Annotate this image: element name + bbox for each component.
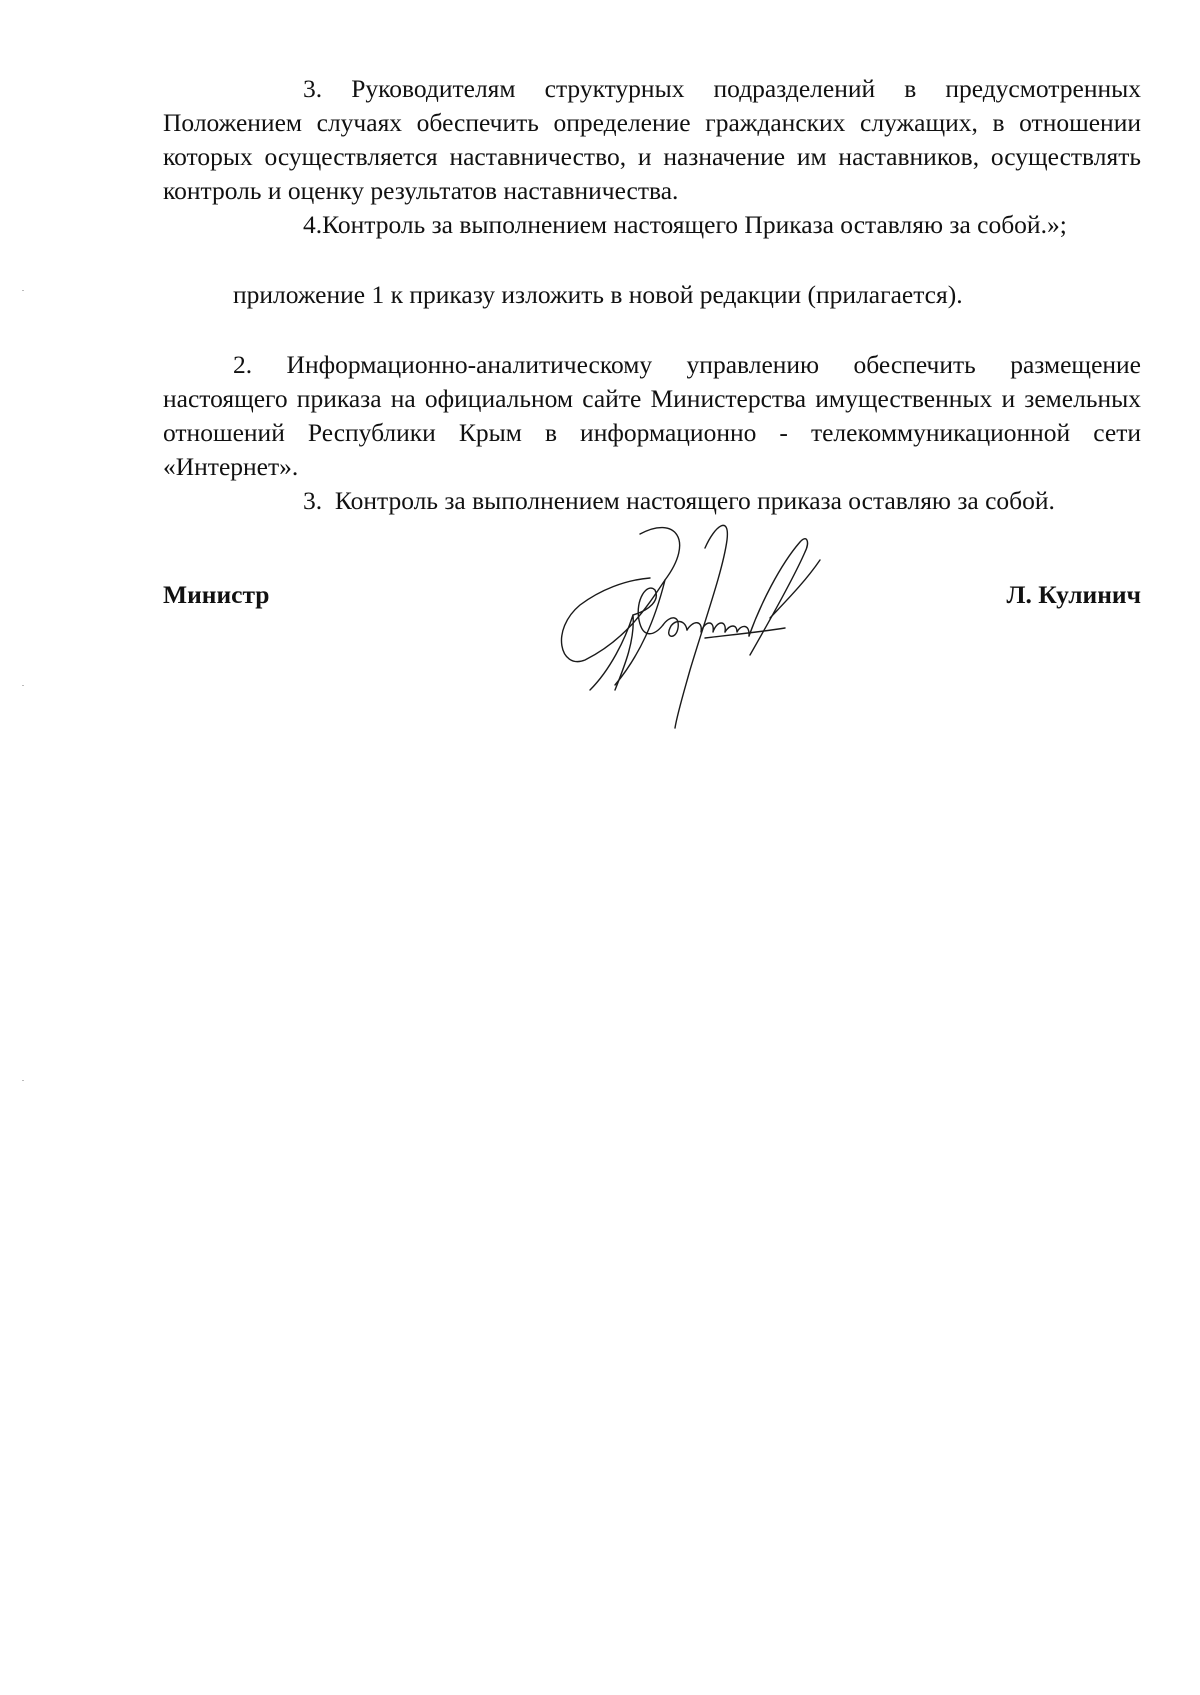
point-3-number: 3. bbox=[303, 486, 323, 515]
paragraph-item-3 bbox=[163, 72, 1141, 208]
position-title: Министр bbox=[163, 580, 270, 609]
paragraph-spacer bbox=[163, 242, 1141, 278]
scan-margin-mark bbox=[22, 1080, 24, 1081]
document-body bbox=[163, 72, 1141, 518]
item-4-number: 4. bbox=[303, 210, 323, 239]
item-3-text: Руководителям структурных подразделений в предусмотренных Положением случаях обеспечить определение гражданских служащих, в отношении которых осуществляется наставничество, и назначение им наставников, осуществлять контроль и оценку результатов наставничества. bbox=[163, 74, 1142, 205]
point-3-text: Контроль за выполнением настоящего приказа оставляю за собой. bbox=[334, 486, 1055, 515]
item-3-number: 3. bbox=[303, 74, 323, 103]
paragraph-spacer bbox=[163, 312, 1141, 348]
signatory-name: Л. Кулинич bbox=[1006, 580, 1141, 609]
paragraph-point-2 bbox=[163, 348, 1141, 484]
handwritten-signature bbox=[555, 520, 865, 730]
point-2-text: 2. Информационно-аналитическому управлению обеспечить размещение настоящего приказа на официальном сайте Министерства имущественных и земельных отношений Республики Крым в информационно - телекоммуникационной сети «Интернет». bbox=[163, 350, 1141, 481]
scan-margin-mark bbox=[22, 290, 24, 291]
item-4-text: Контроль за выполнением настоящего Приказа оставляю за собой.»; bbox=[322, 210, 1067, 239]
appendix-text: приложение 1 к приказу изложить в новой редакции (прилагается). bbox=[233, 280, 963, 309]
paragraph-item-4 bbox=[163, 208, 1141, 242]
scan-margin-mark bbox=[22, 685, 24, 686]
paragraph-appendix bbox=[163, 278, 1141, 312]
paragraph-point-3 bbox=[163, 484, 1141, 518]
